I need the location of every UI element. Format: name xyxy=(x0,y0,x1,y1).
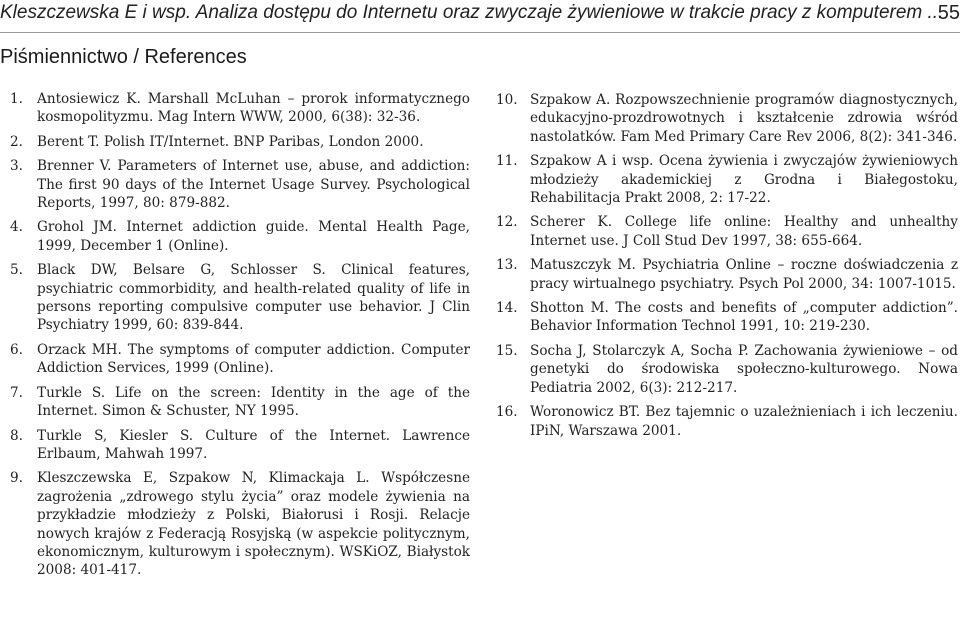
reference-text: Szpakow A i wsp. Ocena żywienia i zwyczajów żywieniowych młodzieży akademickiej z Grodna i Białegostoku, Rehabilitacja Prakt 2008, 2: 17-22. xyxy=(530,153,958,207)
reference-item xyxy=(10,469,470,579)
reference-text: Black DW, Belsare G, Schlosser S. Clinical features, psychiatric commorbidity, and health-related quality of life in persons reporting compulsive computer use behavior. J Clin Psychiatry 1999, 60: 839-844. xyxy=(37,262,470,334)
reference-number: 14. xyxy=(496,300,518,317)
reference-text: Orzack MH. The symptoms of computer addiction. Computer Addiction Services, 1999 (Online). xyxy=(37,341,470,377)
reference-item xyxy=(496,403,958,440)
running-title: Kleszczewska E i wsp. Analiza dostępu do Internetu oraz zwyczaje żywieniowe w trakcie pracy z komputerem ... xyxy=(0,2,944,23)
reference-item xyxy=(496,299,958,336)
reference-number: 15. xyxy=(496,342,518,359)
page-header xyxy=(0,0,960,34)
header-divider xyxy=(0,32,960,33)
references-right-column xyxy=(496,91,958,446)
reference-number: 7. xyxy=(10,384,23,401)
reference-item xyxy=(10,384,470,421)
reference-number: 10. xyxy=(496,92,518,108)
reference-number: 3. xyxy=(10,158,23,175)
reference-number: 5. xyxy=(10,262,23,279)
reference-text: Scherer K. College life online: Healthy and unhealthy Internet use. J Coll Stud Dev 1997, 38: 655-664. xyxy=(530,214,958,249)
reference-text: Turkle S. Life on the screen: Identity in the age of the Internet. Simon & Schuster, NY 1995. xyxy=(37,384,470,420)
reference-item xyxy=(10,157,470,212)
reference-text: Shotton M. The costs and benefits of „computer addiction”. Behavior Information Technol 1991, 10: 219-230. xyxy=(530,300,958,335)
reference-text: Brenner V. Parameters of Internet use, abuse, and addiction: The first 90 days of the Internet Usage Survey. Psychological Reports, 1997, 80: 879-882. xyxy=(37,158,470,212)
page-number: 55 xyxy=(937,2,960,24)
reference-number: 12. xyxy=(496,214,518,231)
reference-number: 8. xyxy=(10,427,23,444)
reference-text: Matuszczyk M. Psychiatria Online – roczne doświadczenia z pracy wirtualnego psychiatry. Psych Pol 2000, 34: 1007-1015. xyxy=(530,257,958,292)
reference-number: 6. xyxy=(10,341,23,358)
reference-number: 13. xyxy=(496,257,518,274)
reference-text: Socha J, Stolarczyk A, Socha P. Zachowania żywieniowe – od genetyki do środowiska społeczno-kulturowego. Nowa Pediatria 2002, 6(3): 212-217. xyxy=(530,342,958,396)
reference-text: Turkle S, Kiesler S. Culture of the Internet. Lawrence Erlbaum, Mahwah 1997. xyxy=(37,427,470,462)
reference-text: Berent T. Polish IT/Internet. BNP Paribas, London 2000. xyxy=(37,133,424,150)
reference-item xyxy=(496,91,958,146)
reference-item xyxy=(10,218,470,255)
reference-text: Grohol JM. Internet addiction guide. Mental Health Page, 1999, December 1 (Online). xyxy=(37,219,470,254)
reference-item xyxy=(496,342,958,397)
reference-item xyxy=(496,152,958,207)
reference-number: 11. xyxy=(496,153,518,170)
section-title: Piśmiennictwo / References xyxy=(0,46,247,68)
reference-text: Woronowicz BT. Bez tajemnic o uzależnieniach i ich leczeniu. IPiN, Warszawa 2001. xyxy=(530,404,958,439)
reference-item xyxy=(496,213,958,250)
reference-number: 9. xyxy=(10,470,23,487)
reference-item xyxy=(10,261,470,335)
reference-number: 2. xyxy=(10,133,23,150)
reference-item xyxy=(10,341,470,378)
reference-item xyxy=(10,90,470,127)
reference-number: 16. xyxy=(496,404,518,421)
references-left-column xyxy=(10,90,470,586)
reference-item xyxy=(10,133,470,151)
reference-text: Szpakow A. Rozpowszechnienie programów diagnostycznych, edukacyjno-prozdrowotnych i kształcenie zdrowia wśród nastolatków. Fam Med Primary Care Rev 2006, 8(2): 341-346. xyxy=(530,92,958,145)
reference-item xyxy=(10,427,470,464)
reference-number: 4. xyxy=(10,219,23,236)
reference-text: Kleszczewska E, Szpakow N, Klimackaja L. Współczesne zagrożenia „zdrowego stylu życia” oraz modele żywienia na przykładzie młodzieży z Polski, Białorusi i Rosji. Relacje nowych krajów z Federacją Rosyjską (w aspekcie politycznym, ekonomicznym, kulturowym i społecznym). WSKiOZ, Białystok 2008: 401-417. xyxy=(37,470,470,579)
reference-text: Antosiewicz K. Marshall McLuhan – prorok informatycznego kosmopolityzmu. Mag Intern WWW, 2000, 6(38): 32-36. xyxy=(37,91,470,126)
reference-item xyxy=(496,256,958,293)
reference-number: 1. xyxy=(10,91,23,107)
